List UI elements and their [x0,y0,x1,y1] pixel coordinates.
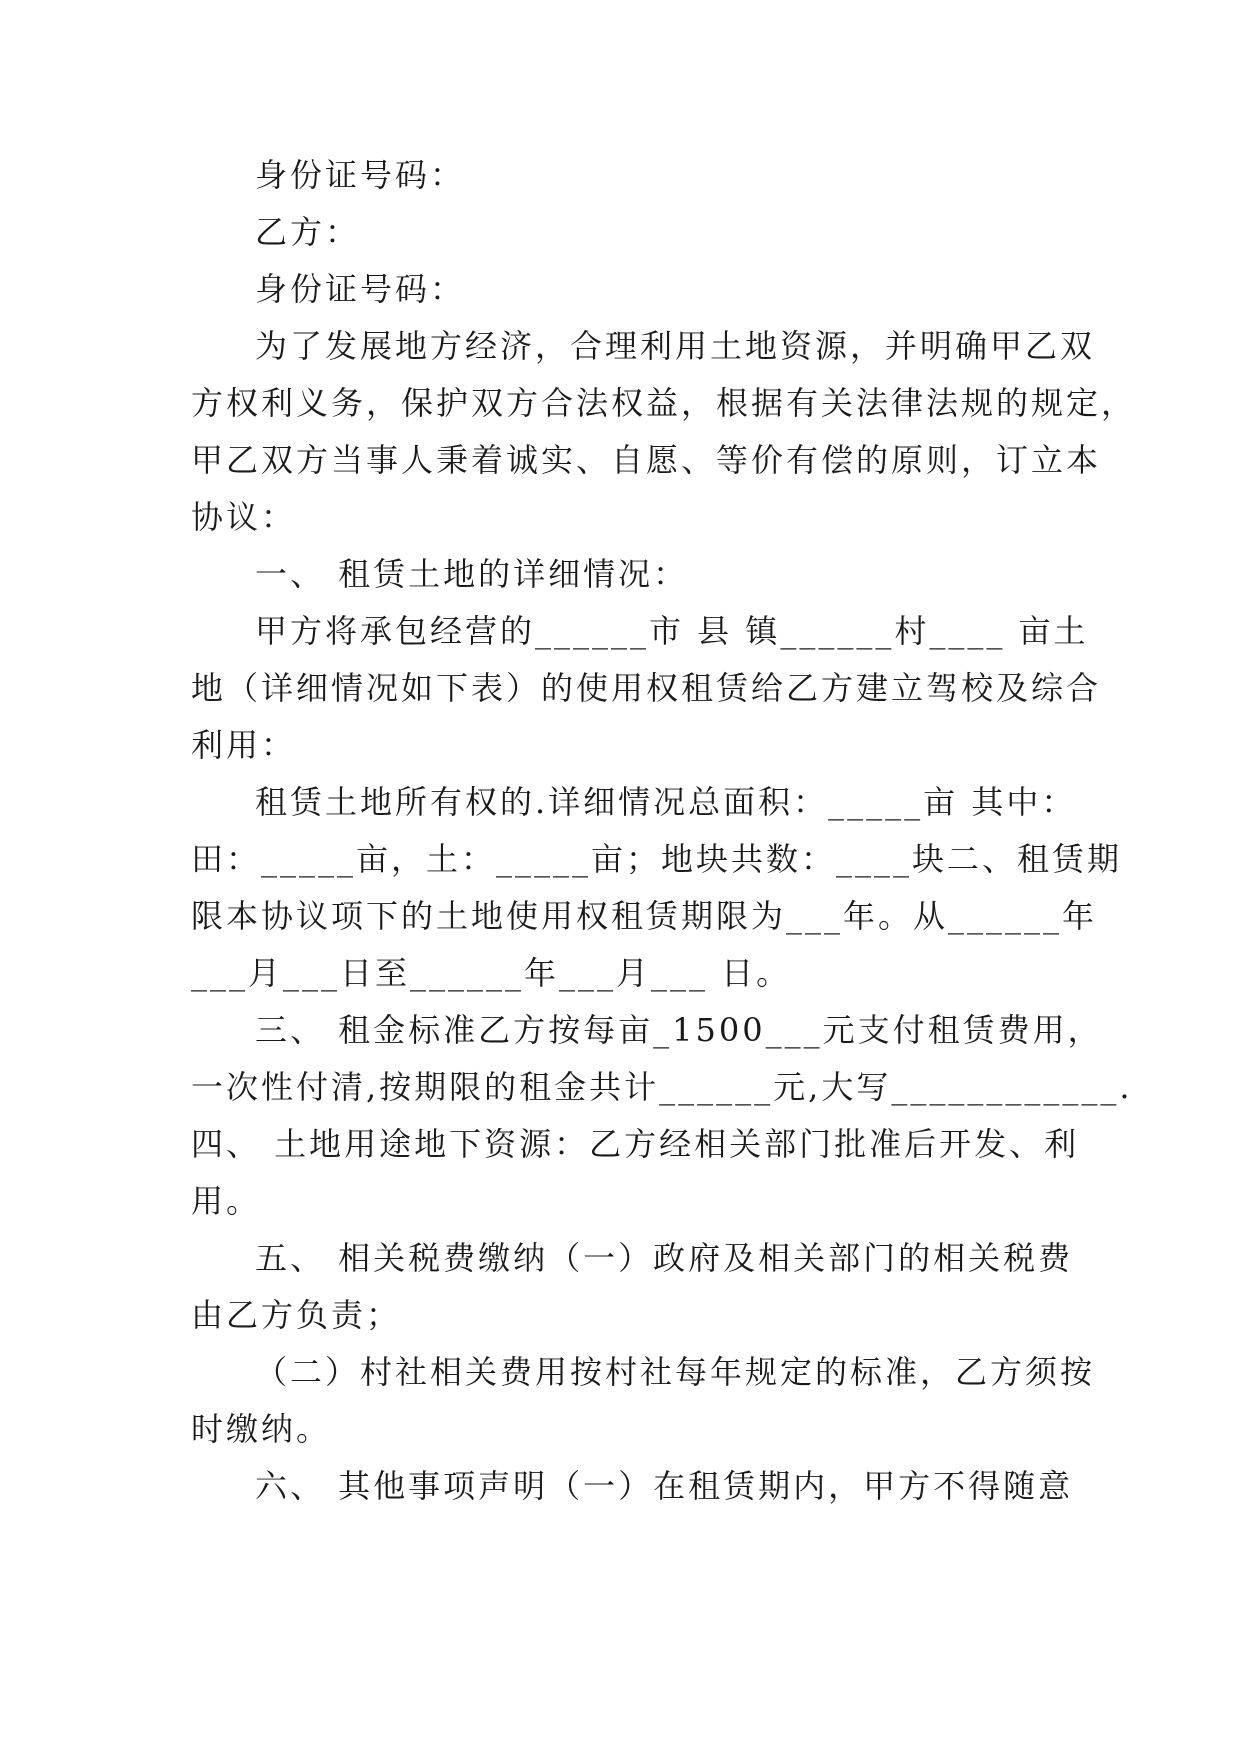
text-line: ___月___日至______年___月___ 日。 [191,954,792,992]
text-line: 租赁土地所有权的.详细情况总面积：_____亩 其中： [255,783,1077,821]
text-line: 田：_____亩，土：_____亩；地块共数：____块二、租赁期 [191,840,1123,878]
text-line: 协议： [191,498,297,536]
section-heading: 六、 其他事项声明（一）在租赁期内，甲方不得随意 [255,1467,1074,1505]
text-line: 时缴纳。 [191,1410,332,1448]
text-line: 由乙方负责； [191,1296,402,1334]
text-line: 身份证号码： [255,156,466,194]
text-line: 甲乙双方当事人秉着诚实、自愿、等价有偿的原则，订立本 [191,441,1102,479]
section-heading: 一、 租赁土地的详细情况： [255,555,689,593]
text-line: 甲方将承包经营的______市 县 镇______村____ 亩土 [255,612,1089,650]
text-line: 利用： [191,726,297,764]
text-line: 限本协议项下的土地使用权租赁期限为___年。从______年 [191,897,1098,935]
text-line: 地（详细情况如下表）的使用权租赁给乙方建立驾校及综合 [191,669,1102,707]
section-heading: 三、 租金标准乙方按每亩_1500___元支付租赁费用， [255,1011,1103,1049]
text-line: 一次性付清,按期限的租金共计______元,大写____________. [191,1068,1133,1106]
text-line: 用。 [191,1182,262,1220]
text-line: 为了发展地方经济，合理利用土地资源，并明确甲乙双 [255,327,1096,365]
contract-text [191,156,1137,1524]
text-line: 方权利义务，保护双方合法权益，根据有关法律法规的规定， [191,384,1137,422]
text-line: 乙方： [255,213,361,251]
section-heading: 五、 相关税费缴纳（一）政府及相关部门的相关税费 [255,1239,1074,1277]
text-line: （二）村社相关费用按村社每年规定的标准，乙方须按 [255,1353,1096,1391]
text-line: 身份证号码： [255,270,466,308]
section-heading: 四、 土地用途地下资源：乙方经相关部门批准后开发、利 [191,1125,1080,1163]
